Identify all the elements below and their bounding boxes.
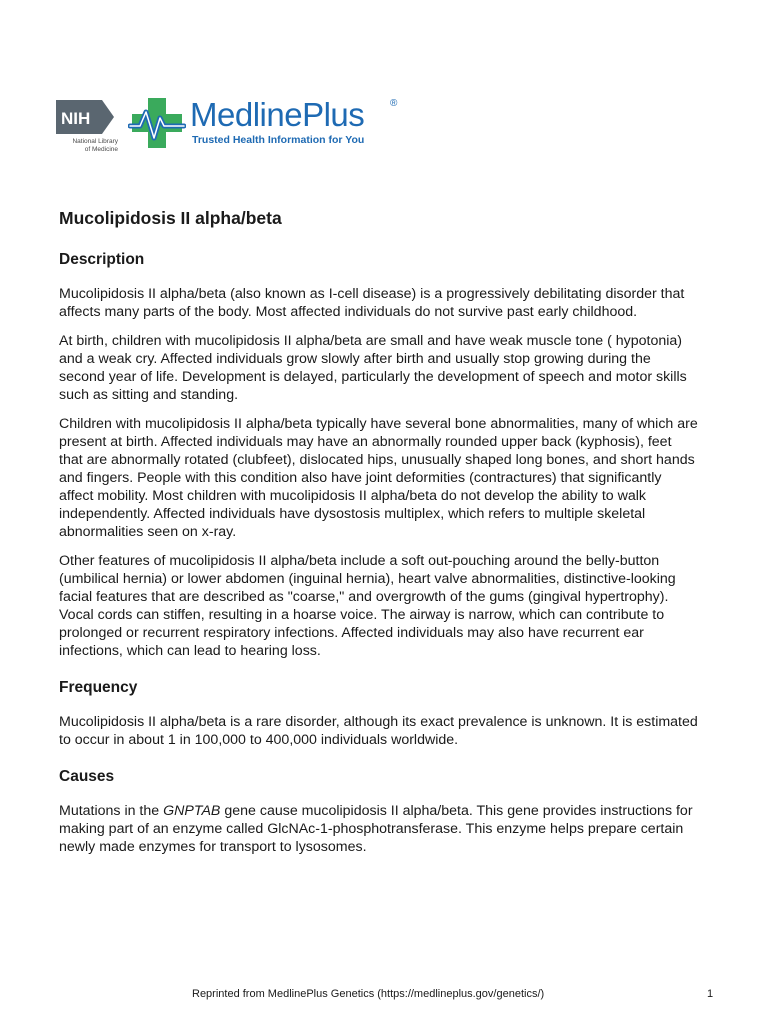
brand-registered-mark: ® [390,98,398,109]
nih-org-name: National Library of Medicine [72,138,118,153]
brand-tagline: Trusted Health Information for You [192,134,365,146]
paragraph: Other features of mucolipidosis II alpha/beta include a soft out-pouching around the belly-button (umbilical hernia) or lower abdomen (inguinal hernia), heart valve abnormalities, distinctive-looking facial features that are described as "coarse," and overgrowth of the gums (gingival hypertrophy). Vocal cords can stiffen, resulting in a hoarse voice. The airway is narrow, which can contribute to prolonged or recurrent respiratory infections. Affected individuals may also have recurrent ear infections, which can lead to hearing loss. [59,553,676,659]
nih-logo [56,96,126,156]
paragraph: Children with mucolipidosis II alpha/beta typically have several bone abnormalities, many of which are present at birth. Affected individuals may have an abnormally rounded upper back (kyphosis), feet that are abnormally rotated (clubfeet), dislocated hips, unusually shaped long bones, and short hands and fingers. People with this condition also have joint deformities (contractures) that significantly affect mobility. Most children with mucolipidosis II alpha/beta do not develop the ability to walk independently. Affected individuals have dysostosis multiplex, which refers to multiple skeletal abnormalities seen on x-ray. [59,416,698,540]
section-causes [59,766,699,856]
page-number: 1 [707,988,714,1000]
page-title: Mucolipidosis II alpha/beta [59,208,282,228]
footer-reprint-note: Reprinted from MedlinePlus Genetics (https://medlineplus.gov/genetics/) [192,988,545,1000]
section-heading: Causes [59,768,115,785]
section-heading: Description [59,251,145,268]
causes-intro: Mutations in the [59,803,164,819]
medlineplus-cross-icon [128,96,186,152]
article-body [59,206,699,873]
brand-name: MedlinePlus [190,96,365,133]
paragraph: Mucolipidosis II alpha/beta is a rare disorder, although its exact prevalence is unknown. It is estimated to occur in about 1 in 100,000 to 400,000 individuals worldwide. [59,714,698,748]
nih-badge-text: NIH [61,109,91,128]
gene-name: GNPTAB [163,803,221,819]
paragraph: At birth, children with mucolipidosis II alpha/beta are small and have weak muscle tone ( hypotonia) and a weak cry. Affected individuals grow slowly after birth and usually stop growing during the second year of life. Development is delayed, particularly the development of speech and motor skills such as sitting and standing. [59,333,687,403]
paragraph: Mucolipidosis II alpha/beta (also known as I-cell disease) is a progressively debilitating disorder that affects many parts of the body. Most affected individuals do not survive past early childhood. [59,286,685,320]
causes-rest: gene cause mucolipidosis II alpha/beta. This gene provides instructions for making part of an enzyme called GlcNAc-1-phosphotransferase. This enzyme helps prepare certain newly made enzymes for transport to lysosomes. [59,803,693,855]
section-frequency [59,677,699,749]
section-heading: Frequency [59,679,138,696]
page-header [56,96,416,156]
section-description [59,249,699,660]
paragraph [59,802,699,856]
nih-badge-icon [56,100,116,134]
